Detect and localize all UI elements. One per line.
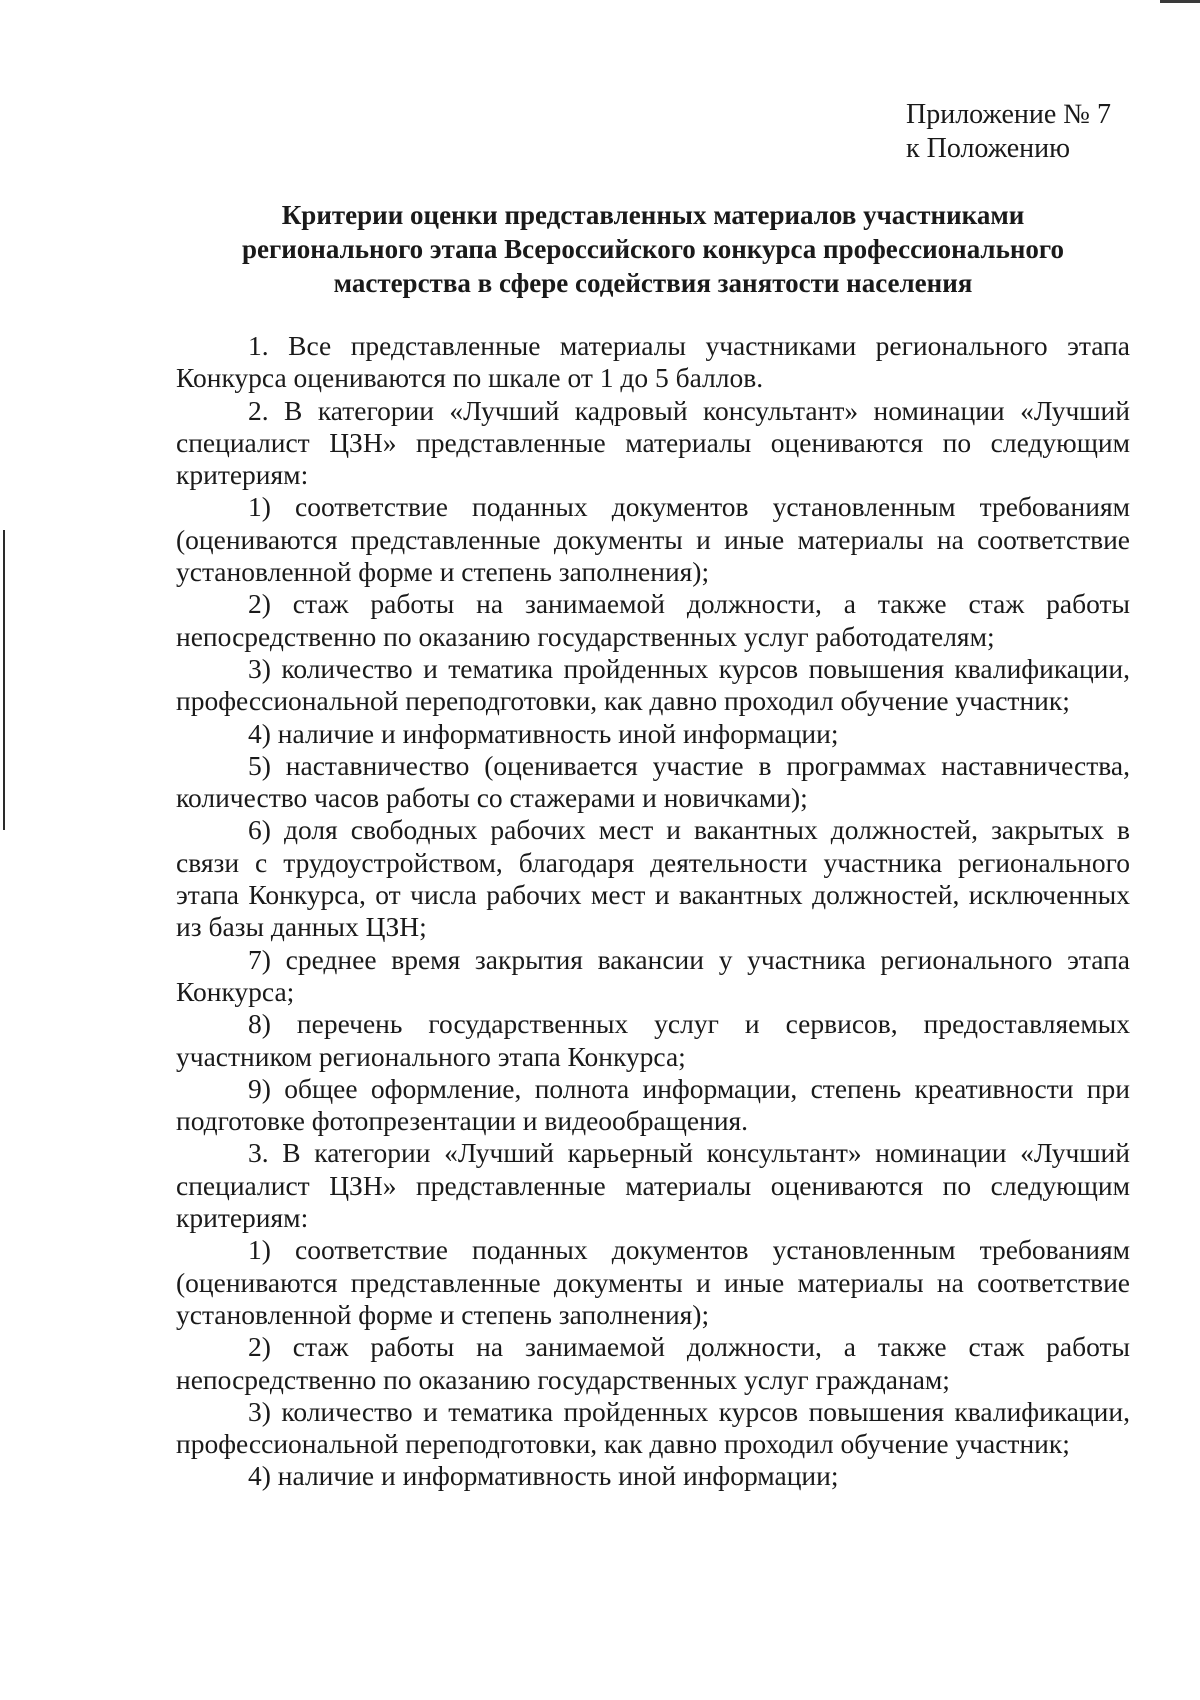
paragraph: 8) перечень государственных услуг и сервисов, предоставляемых участником регионального этапа Конкурса; (176, 1008, 1130, 1072)
paragraph: 4) наличие и информативность иной информации; (248, 717, 839, 749)
paragraph: 1) соответствие поданных документов установленным требованиям (оцениваются представленные документы и иные материалы на соответствие установленной форме и степень заполнения); (176, 491, 1130, 588)
document-title (176, 198, 1130, 300)
paragraph: 2. В категории «Лучший кадровый консультант» номинации «Лучший специалист ЦЗН» представленные материалы оцениваются по следующим критериям: (176, 394, 1130, 491)
paragraph: 6) доля свободных рабочих мест и вакантных должностей, закрытых в связи с трудоустройством, благодаря деятельности участника регионального этапа Конкурса, от числа рабочих мест и вакантных должностей, исключенных из базы данных ЦЗН; (176, 814, 1130, 943)
paragraph: 9) общее оформление, полнота информации, степень креативности при подготовке фотопрезентации и видеообращения. (176, 1072, 1130, 1137)
scan-artifact (1160, 0, 1200, 3)
scan-edge-mark (3, 530, 5, 830)
title-line-2: регионального этапа Всероссийского конкурса профессионального (241, 234, 1065, 264)
appendix-header (906, 98, 1111, 166)
paragraph: 1. Все представленные материалы участниками регионального этапа Конкурса оцениваются по шкале от 1 до 5 баллов. (176, 330, 1130, 394)
paragraph: 5) наставничество (оценивается участие в программах наставничества, количество часов работы со стажерами и новичками); (176, 749, 1130, 814)
paragraph: 7) среднее время закрытия вакансии у участника регионального этапа Конкурса; (176, 943, 1130, 1007)
document-body (176, 330, 1130, 1493)
title-line-1: Критерии оценки представленных материалов участниками (281, 200, 1025, 230)
paragraph: 1) соответствие поданных документов установленным требованиям (оцениваются представленные документы и иные материалы на соответствие установленной форме и степень заполнения); (176, 1234, 1130, 1330)
paragraph: 3. В категории «Лучший карьерный консультант» номинации «Лучший специалист ЦЗН» представленные материалы оцениваются по следующим критериям: (176, 1137, 1130, 1234)
paragraph: 4) наличие и информативность иной информации; (248, 1460, 839, 1492)
paragraph: 3) количество и тематика пройденных курсов повышения квалификации, профессиональной переподготовки, как давно проходил обучение участник; (176, 1395, 1130, 1460)
paragraph: 3) количество и тематика пройденных курсов повышения квалификации, профессиональной переподготовки, как давно проходил обучение участник; (176, 652, 1130, 717)
paragraph: 2) стаж работы на занимаемой должности, а также стаж работы непосредственно по оказанию государственных услуг работодателям; (176, 588, 1130, 652)
appendix-number: Приложение № 7 (906, 99, 1111, 130)
title-line-3: мастерства в сфере содействия занятости населения (333, 268, 973, 298)
paragraph: 2) стаж работы на занимаемой должности, а также стаж работы непосредственно по оказанию государственных услуг гражданам; (176, 1331, 1130, 1395)
appendix-reference: к Положению (906, 133, 1071, 164)
